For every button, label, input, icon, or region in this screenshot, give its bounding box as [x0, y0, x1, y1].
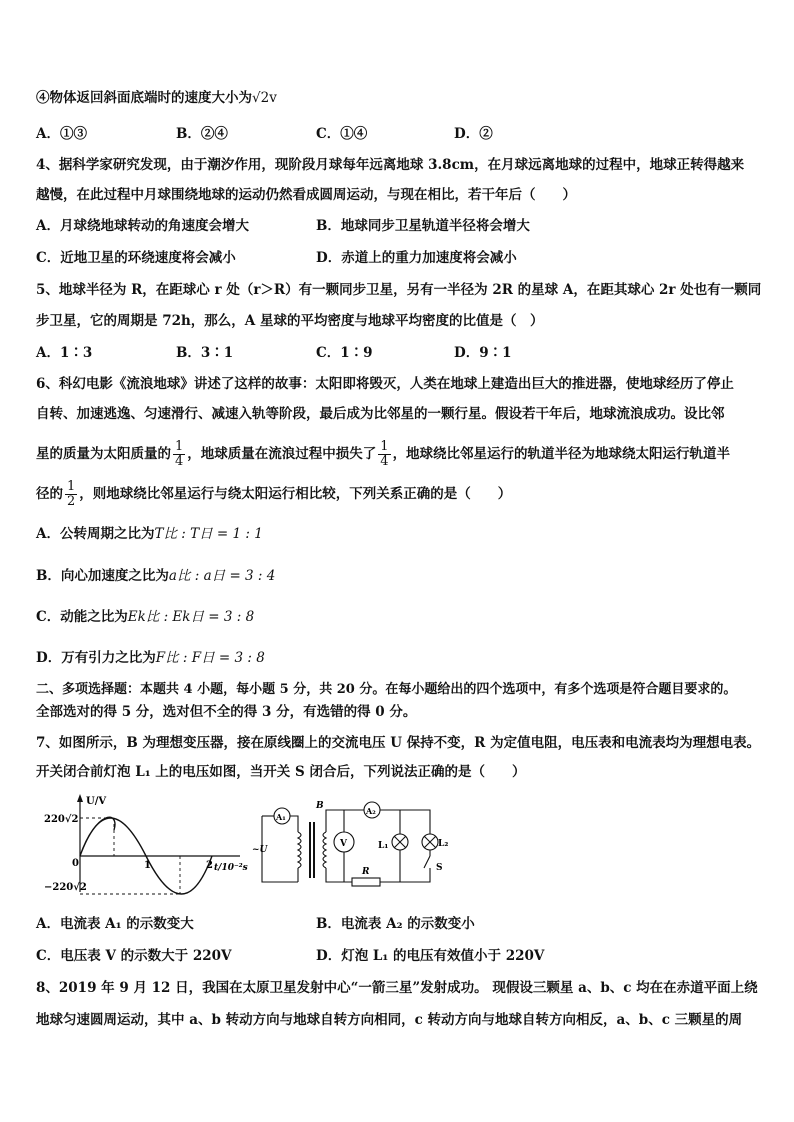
y-axis-arrow: [77, 794, 83, 802]
secondary-wire-top: [326, 810, 364, 832]
label-S: S: [436, 863, 443, 873]
graph-ytop-label: 220√2: [44, 814, 79, 825]
graph-ybottom-label: −220√2: [44, 882, 87, 893]
q6-option-d: D．万有引力之比为F比 : F日 = 3 : 8: [36, 650, 265, 666]
q8-stem-line1: 8、2019 年 9 月 12 日，我国在太原卫星发射中心“一箭三星”发射成功。 现假设三颗星 a、b、c 均在在赤道平面上绕: [36, 980, 758, 996]
q7-stem-line1: 7、如图所示，B 为理想变压器，接在原线圈上的交流电压 U 保持不变，R 为定值电阻，电压表和电流表均为理想电表。: [36, 735, 761, 751]
q4-option-d: D．赤道上的重力加速度将会减小: [316, 250, 517, 266]
graph-tick-2: 2: [206, 860, 213, 871]
q7-circuit-diagram: [252, 796, 452, 896]
graph-tick-1: 1: [144, 860, 151, 871]
q6-stem-line2: 自转、加速逃逸、匀速滑行、减速入轨等阶段，最后成为比邻星的一颗行星。假设若干年后，地球流浪成功。设比邻: [36, 406, 725, 422]
q3-option-b: B．②④: [176, 126, 228, 142]
q7-stem-line2: 开关闭合前灯泡 L₁ 上的电压如图，当开关 S 闭合后，下列说法正确的是（ ）: [36, 764, 526, 780]
q5-option-b: B．3∶1: [176, 345, 234, 361]
q3-item4: ④物体返回斜面底端时的速度大小为√2v: [36, 90, 277, 106]
secondary-wire-top-right: [380, 810, 430, 828]
q7-voltage-graph: [44, 792, 248, 902]
q5-stem-line1: 5、地球半径为 R，在距球心 r 处（r＞R）有一颗同步卫星，另有一半径为 2R 的星球 A，在距其球心 2r 处也有一颗同: [36, 282, 762, 298]
q4-stem-line1: 4、据科学家研究发现，由于潮汐作用，现阶段月球每年远离地球 3.8cm，在月球远离地球的过程中，地球正转得越来: [36, 157, 745, 173]
q3-option-c: C．①④: [316, 126, 368, 142]
graph-xlabel: t/10⁻²s: [214, 863, 248, 873]
q3-item4-formula: √2v: [252, 90, 277, 106]
primary-wire-left: [262, 816, 298, 882]
graph-ylabel: U/V: [86, 796, 107, 807]
label-A2: A₂: [366, 806, 376, 816]
label-B: B: [316, 801, 324, 811]
label-U: ~U: [252, 845, 268, 855]
q4-stem-line2: 越慢，在此过程中月球围绕地球的运动仍然看成圆周运动，与现在相比，若干年后（ ）: [36, 187, 576, 203]
q3-option-a: A．①③: [36, 126, 87, 142]
q4-option-c: C．近地卫星的环绕速度将会减小: [36, 250, 236, 266]
secondary-wire-bottom-left: [326, 868, 352, 882]
q6-option-a: A．公转周期之比为T比 : T日 = 1 : 1: [36, 526, 263, 542]
label-L1: L₁: [378, 841, 389, 851]
q5-option-c: C．1∶9: [316, 345, 373, 361]
q8-stem-line2: 地球匀速圆周运动，其中 a、b 转动方向与地球自转方向相同，c 转动方向与地球自转方向相反，a、b、c 三颗星的周: [36, 1012, 743, 1028]
primary-wire-top-right: [290, 816, 298, 832]
label-R: R: [362, 867, 370, 877]
label-V: V: [340, 839, 347, 849]
q6-stem-line4: 径的 $\frac{1}{2}$ ，则地球绕比邻星运行与绕太阳运行相比较，下列关系正确的是（ ）: [36, 479, 512, 509]
label-L2: L₂: [438, 839, 449, 849]
q3-option-d: D．②: [454, 126, 493, 142]
section2-heading-line2: 全部选对的得 5 分，选对但不全的得 3 分，有选错的得 0 分。: [36, 704, 417, 720]
q4-option-b: B．地球同步卫星轨道半径将会增大: [316, 218, 530, 234]
q6-stem-line1: 6、科幻电影《流浪地球》讲述了这样的故事：太阳即将毁灭，人类在地球上建造出巨大的推进器，使地球经历了停止: [36, 376, 734, 392]
q7-option-b: B．电流表 A₂ 的示数变小: [316, 916, 475, 932]
q6-fraction-half: $\frac{1}{2}$: [67, 479, 76, 509]
q5-option-d: D．9∶1: [454, 345, 512, 361]
label-A1: A₁: [276, 812, 286, 822]
resistor-R: [352, 878, 380, 886]
q7-option-c: C．电压表 V 的示数大于 220V: [36, 948, 232, 964]
q7-option-d: D．灯泡 L₁ 的电压有效值小于 220V: [316, 948, 545, 964]
q7-option-a: A．电流表 A₁ 的示数变大: [36, 916, 194, 932]
q5-stem-line2: 步卫星，它的周期是 72h，那么，A 星球的平均密度与地球平均密度的比值是（ ）: [36, 313, 544, 329]
q4-option-a: A．月球绕地球转动的角速度会增大: [36, 218, 249, 234]
q6-stem-line3: 星的质量为太阳质量的 $\frac{1}{4}$ ，地球质量在流浪过程中损失了 $\frac{1}{4}$ ，地球绕比邻星运行的轨道半径为地球绕太阳运行轨道半: [36, 439, 731, 469]
q6-option-b: B．向心加速度之比为a比 : a日 = 3 : 4: [36, 568, 276, 584]
primary-coil: [298, 832, 301, 868]
q6-option-c: C．动能之比为Ek比 : Ek日 = 3 : 8: [36, 609, 255, 625]
q5-option-a: A．1∶3: [36, 345, 93, 361]
secondary-coil: [323, 832, 326, 868]
q6-fraction-quarter-2: $\frac{1}{4}$: [380, 439, 389, 469]
switch-S-blade: [424, 856, 430, 868]
secondary-wire-bottom-right: [380, 868, 430, 882]
section2-heading-line1: 二、多项选择题：本题共 4 小题，每小题 5 分，共 20 分。在每小题给出的四个选项中，有多个选项是符合题目要求的。: [36, 682, 737, 697]
q6-fraction-quarter-1: $\frac{1}{4}$: [175, 439, 184, 469]
graph-origin-label: 0: [72, 858, 79, 869]
